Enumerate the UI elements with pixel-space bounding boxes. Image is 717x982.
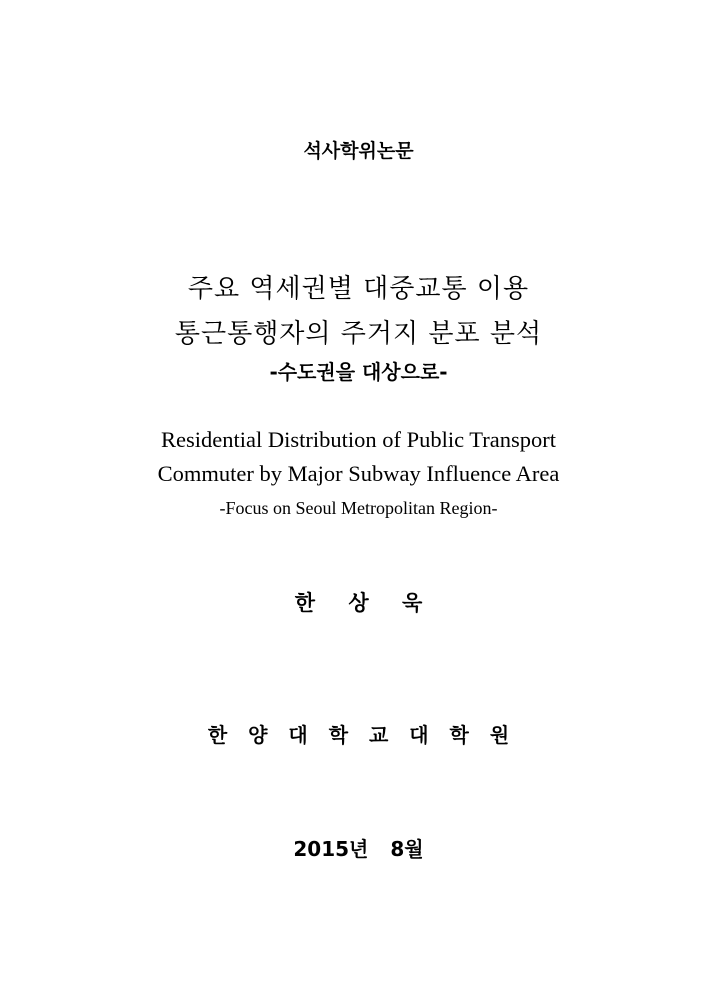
korean-title-line-2: 통근통행자의 주거지 분포 분석 [174,319,543,349]
date-month: 8월 [390,837,424,861]
submission-date [0,833,717,862]
korean-subtitle: -수도권을 대상으로- [269,360,448,384]
english-title-line-2: Commuter by Major Subway Influence Area [157,461,560,486]
english-subtitle: -Focus on Seoul Metropolitan Region- [219,498,498,518]
university-name: 한 양 대 학 교 대 학 원 [207,723,510,747]
author-name: 한 상 욱 [294,591,423,615]
english-title-line-1: Residential Distribution of Public Transport [160,427,556,452]
korean-title-line-1: 주요 역세권별 대중교통 이용 [187,274,530,304]
degree-type-label: 석사학위논문 [303,140,414,162]
date-year: 2015년 [293,837,369,861]
